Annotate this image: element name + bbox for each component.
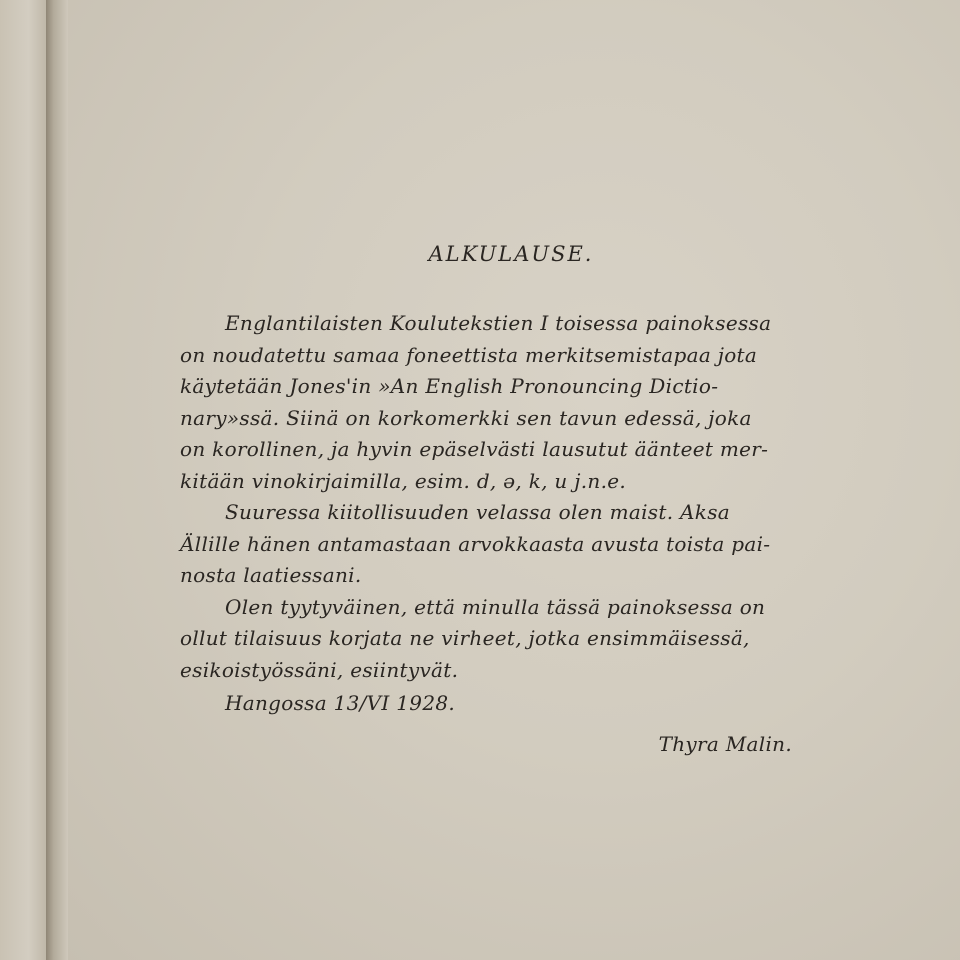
text-line: Olen tyytyväinen, että minulla tässä painoksessa on xyxy=(225,594,766,619)
text-line: ollut tilaisuus korjata ne virheet, jotka ensimmäisessä, xyxy=(180,626,750,650)
paragraph-1 xyxy=(180,308,842,497)
text-line: Ällille hänen antamastaan arvokkaasta avusta toista pai- xyxy=(180,531,771,556)
paragraph-3 xyxy=(180,592,842,687)
text-line: esikoistyössäni, esiintyvät. xyxy=(180,657,459,682)
paragraph-2 xyxy=(180,497,842,592)
text-line: käytetään Jones'in »An English Pronouncing Dictio- xyxy=(180,374,719,398)
text-line: Suuressa kiitollisuuden velassa olen maist. Aksa xyxy=(225,500,730,524)
preface-heading: ALKULAUSE. xyxy=(428,242,594,266)
book-gutter xyxy=(46,0,68,960)
text-line: nosta laatiessani. xyxy=(180,563,362,587)
left-page-edge xyxy=(0,0,52,960)
text-line: kitään vinokirjaimilla, esim. d, ə, k, u j.n.e. xyxy=(180,468,627,493)
text-line: nary»ssä. Siinä on korkomerkki sen tavun edessä, joka xyxy=(180,405,752,430)
text-line xyxy=(180,308,842,340)
preface-text xyxy=(180,232,842,760)
place-date: Hangossa 13/VI 1928. xyxy=(225,691,456,715)
text-line-content: Englantilaisten Koulutekstien I toisessa painoksessa xyxy=(225,311,772,335)
text-line: on korollinen, ja hyvin epäselvästi lausutut äänteet mer- xyxy=(180,437,769,461)
signature: Thyra Malin. xyxy=(658,731,792,756)
text-line: on noudatettu samaa foneettista merkitsemistapaa jota xyxy=(180,342,758,367)
